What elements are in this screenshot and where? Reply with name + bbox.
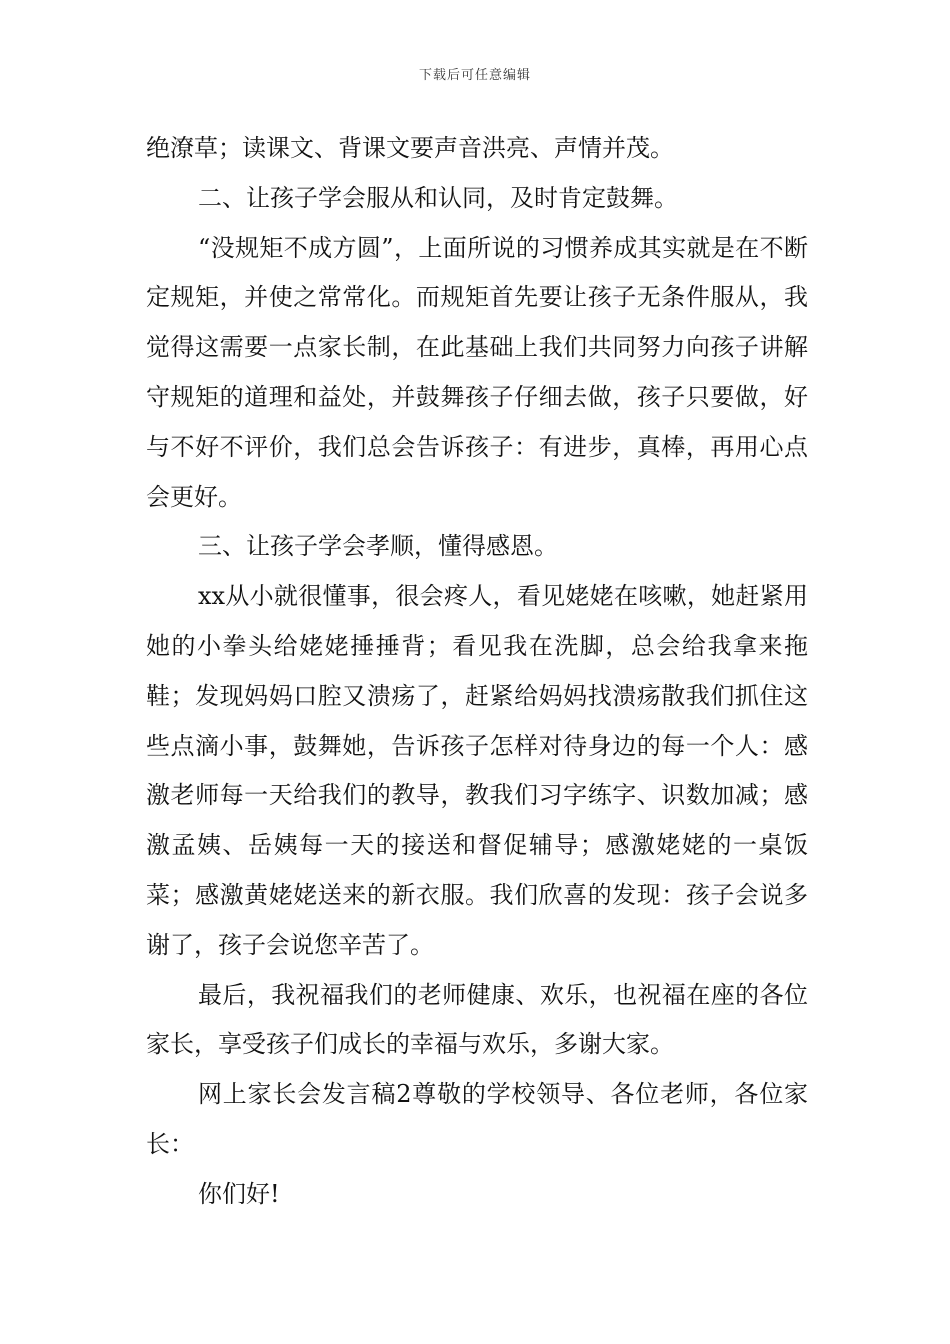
paragraph-continuation: 绝潦草；读课文、背课文要声音洪亮、声情并茂。 bbox=[146, 134, 674, 162]
paragraph-rules: “没规矩不成方圆”，上面所说的习惯养成其实就是在不断定规矩，并使之常常化。而规矩首先要让孩子无条件服从，我觉得这需要一点家长制，在此基础上我们共同努力向孩子讲解守规矩的道理和益处，并鼓舞孩子仔细去做，孩子只要做，好与不好不评价，我们总会告诉孩子：有进步，真棒，再用心点会更好。 bbox=[146, 233, 808, 511]
paragraph-speech-2-title: 网上家长会发言稿2尊敬的学校领导、各位老师，各位家长： bbox=[146, 1080, 808, 1158]
document-body bbox=[146, 124, 808, 1220]
paragraph-closing: 最后，我祝福我们的老师健康、欢乐，也祝福在座的各位家长，享受孩子们成长的幸福与欢乐，多谢大家。 bbox=[146, 980, 808, 1059]
paragraph-heading-2: 二、让孩子学会服从和认同，及时肯定鼓舞。 bbox=[198, 183, 678, 212]
header-note: 下载后可任意编辑 bbox=[418, 68, 531, 83]
paragraph-heading-3: 三、让孩子学会孝顺，懂得感恩。 bbox=[198, 532, 558, 561]
paragraph-gratitude: xx从小就很懂事，很会疼人，看见姥姥在咳嗽，她赶紧用她的小拳头给姥姥捶捶背；看见我在洗脚，总会给我拿来拖鞋；发现妈妈口腔又溃疡了，赶紧给妈妈找溃疡散我们抓住这些点滴小事，鼓舞她，告诉孩子怎样对待身边的每一个人：感激老师每一天给我们的教导，教我们习字练字、识数加减；感激孟姨、岳姨每一天的接送和督促辅导；感激姥姥的一桌饭菜；感激黄姥姥送来的新衣服。我们欣喜的发现：孩子会说多谢了，孩子会说您辛苦了。 bbox=[146, 582, 808, 959]
paragraph-greeting: 你们好! bbox=[198, 1179, 280, 1208]
